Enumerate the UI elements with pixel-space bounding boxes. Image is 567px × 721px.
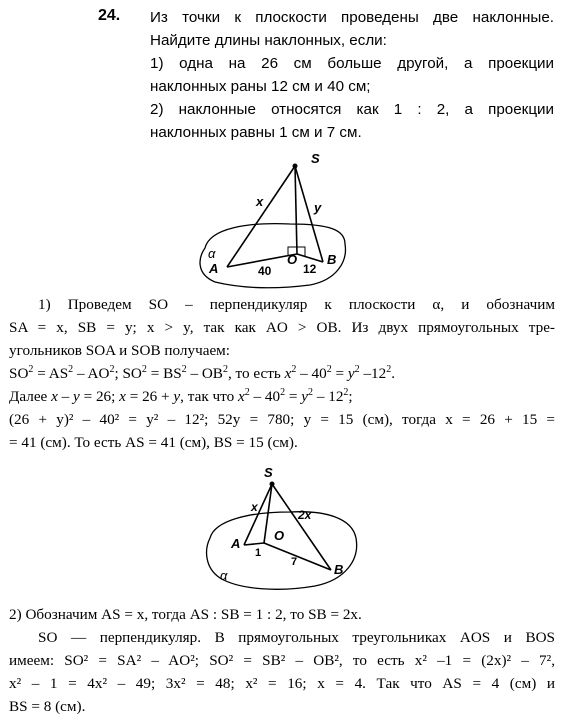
- label-40: 40: [258, 264, 272, 278]
- segment-ao-2: [244, 543, 264, 545]
- label-x-2: x: [251, 500, 258, 514]
- statement-line-6: наклонных равны 1 см и 7 см.: [150, 124, 362, 141]
- figure-1: [190, 150, 370, 290]
- sol1-equation-1: $SO^2 = AS^2 - AO^2$; $SO^2 = BS^2 - OB^2$, то есть $x^2 - 40^2 = y^2$ $-12^2$.: [9, 364, 396, 382]
- label-b-1: B: [327, 252, 337, 267]
- segment-so-1: [295, 166, 297, 254]
- label-b-2: B: [334, 562, 344, 577]
- point-s-2: [270, 482, 275, 487]
- figure-2: [200, 465, 365, 600]
- label-alpha-2: α: [220, 568, 228, 583]
- label-o-2: O: [274, 528, 285, 543]
- label-1: 1: [255, 547, 262, 559]
- label-a-1: A: [209, 261, 219, 276]
- label-x-1: x: [256, 194, 264, 209]
- sol1-line-7: = 41 (см). То есть AS = 41 (см), BS = 15 (см).: [9, 434, 298, 451]
- label-12: 12: [303, 262, 317, 276]
- label-s-2: S: [264, 465, 273, 480]
- statement-line-5: 2) наклонные относятся как 1 : 2, а проекции: [150, 101, 554, 118]
- sol2-line-1: 2) Обозначим AS = x, тогда AS : SB = 1 : 2, то SB = 2x.: [9, 606, 362, 623]
- label-y-1: y: [314, 200, 322, 215]
- sol2-line-3: имеем: SO² = SA² – AO²; SO² = SB² – OB², то есть x² –1 = (2x)² – 7²,: [9, 652, 555, 669]
- label-o-1: O: [287, 252, 298, 267]
- label-s-1: S: [311, 151, 320, 166]
- sol1-line-2: SA = x, SB = y; x > y, так как AO > OB. Из двух прямоугольных тре-: [9, 319, 555, 336]
- point-s-1: [293, 164, 298, 169]
- statement-line-2: Найдите длины наклонных, если:: [150, 32, 387, 49]
- label-alpha-1: α: [208, 246, 216, 261]
- segment-sb-2: [272, 484, 331, 570]
- sol2-line-2: SO — перпендикуляр. В прямоугольных треугольниках AOS и BOS: [38, 629, 555, 646]
- label-a-2: A: [231, 536, 241, 551]
- statement-line-4: наклонных раны 12 см и 40 см;: [150, 78, 371, 95]
- sol1-line-3: угольников SOA и SOB получаем:: [9, 342, 231, 359]
- sol1-line-6: (26 + y)² – 40² = y² – 12²; 52y = 780; y = 15 (см), тогда x = 26 + 15 =: [9, 411, 555, 428]
- segment-sa-1: [227, 166, 298, 267]
- label-2x: 2x: [298, 508, 312, 522]
- sol2-line-4: x² – 1 = 4x² – 49; 3x² = 48; x² = 16; x = 4. Так что AS = 4 (см) и: [9, 675, 555, 692]
- sol2-line-5: BS = 8 (см).: [9, 698, 86, 715]
- statement-line-1: Из точки к плоскости проведены две наклонные.: [150, 9, 554, 26]
- plane-alpha-1: [200, 224, 345, 288]
- problem-number: 24.: [98, 7, 121, 24]
- segment-ob-1: [297, 254, 323, 262]
- sol1-line-5: Далее x – y = 26; x = 26 + y, так что $x^2 - 40^2 = y^2 - 12^2$;: [9, 387, 353, 405]
- label-7: 7: [291, 556, 298, 568]
- statement-line-3: 1) одна на 26 см больше другой, а проекции: [150, 55, 554, 72]
- sol1-line-1: 1) Проведем SO – перпендикуляр к плоскости α, и обозначим: [38, 296, 555, 313]
